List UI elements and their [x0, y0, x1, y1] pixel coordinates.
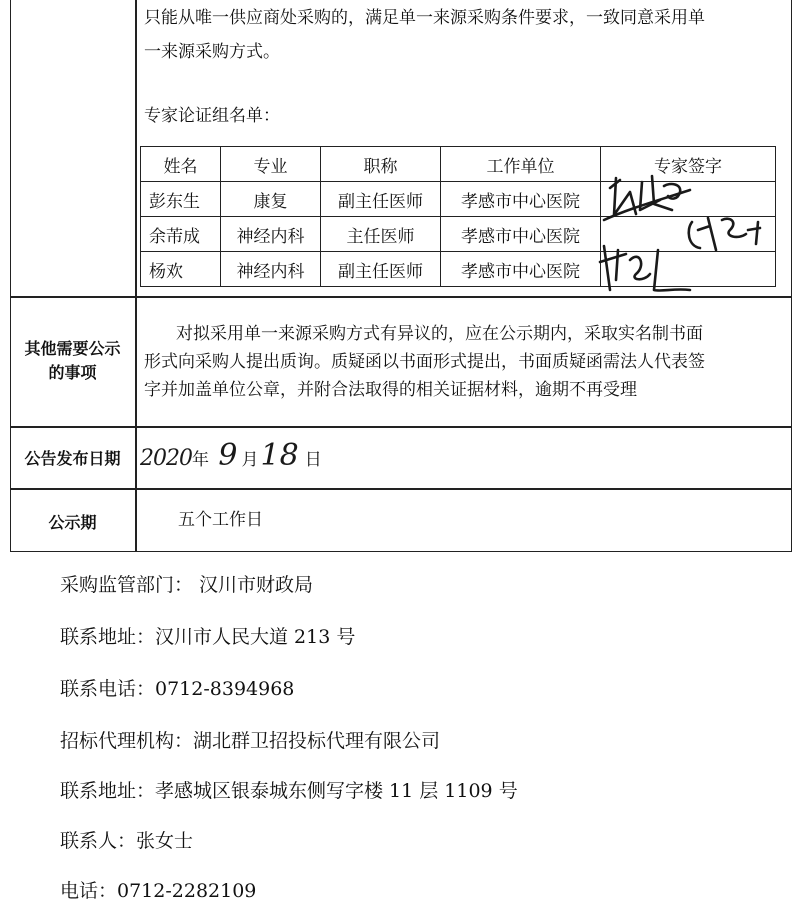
conclusion-line-1: 只能从唯一供应商处采购的，满足单一来源采购条件要求，一致同意采用单 — [144, 8, 705, 28]
other-matters-text-1: 对拟采用单一来源采购方式有异议的，应在公示期内，采取实名制书面 — [176, 324, 703, 344]
expert-unit: 孝感市中心医院 — [441, 252, 601, 287]
period-value: 五个工作日 — [178, 510, 263, 530]
expert-name: 彭东生 — [141, 182, 221, 217]
expert-specialty: 神经内科 — [221, 217, 321, 252]
header-name: 姓名 — [141, 147, 221, 182]
expert-specialty: 康复 — [221, 182, 321, 217]
supervisor-line: 采购监管部门： 汉川市财政局 — [60, 574, 314, 596]
expert-unit: 孝感市中心医院 — [441, 182, 601, 217]
expert-title: 副主任医师 — [321, 182, 441, 217]
phone-line-2: 电话：0712-2282109 — [60, 880, 257, 902]
expert-list-heading: 专家论证组名单： — [144, 106, 280, 126]
address-line-2: 联系地址：孝感城区银泰城东侧写字楼 11 层 1109 号 — [60, 780, 518, 802]
agency-line: 招标代理机构：湖北群卫招投标代理有限公司 — [60, 730, 441, 752]
expert-name: 杨欢 — [141, 252, 221, 287]
phone-line-1: 联系电话：0712-8394968 — [60, 678, 295, 700]
expert-specialty: 神经内科 — [221, 252, 321, 287]
publish-date-value — [140, 436, 322, 480]
date-month-unit: 月 — [241, 450, 259, 470]
header-unit: 工作单位 — [441, 147, 601, 182]
row-divider-3 — [10, 488, 792, 490]
handwritten-signatures — [590, 170, 790, 310]
date-year: 2020 — [140, 446, 192, 471]
expert-title: 副主任医师 — [321, 252, 441, 287]
expert-name: 余芾成 — [141, 217, 221, 252]
date-day-unit: 日 — [304, 450, 322, 470]
other-matters-label-2: 的事项 — [48, 363, 97, 382]
address-line-1: 联系地址：汉川市人民大道 213 号 — [60, 626, 356, 648]
other-matters-label-1: 其他需要公示 — [24, 339, 121, 358]
table-column-divider — [135, 0, 137, 552]
date-month: 9 — [218, 438, 238, 473]
other-matters-text-3: 字并加盖单位公章，并附合法取得的相关证据材料，逾期不再受理 — [144, 380, 637, 400]
date-year-unit: 年 — [192, 450, 209, 470]
other-matters-text-2: 形式向采购人提出质询。质疑函以书面形式提出，书面质疑函需法人代表签 — [144, 352, 705, 372]
publish-date-label: 公告发布日期 — [24, 449, 121, 468]
header-title: 职称 — [321, 147, 441, 182]
period-label: 公示期 — [48, 513, 97, 532]
row-divider-2 — [10, 426, 792, 428]
expert-title: 主任医师 — [321, 217, 441, 252]
expert-unit: 孝感市中心医院 — [441, 217, 601, 252]
contact-line: 联系人：张女士 — [60, 830, 194, 852]
header-specialty: 专业 — [221, 147, 321, 182]
header-signature: 专家签字 — [601, 147, 776, 182]
date-day: 18 — [260, 438, 299, 473]
conclusion-line-2: 一来源采购方式。 — [144, 42, 280, 62]
